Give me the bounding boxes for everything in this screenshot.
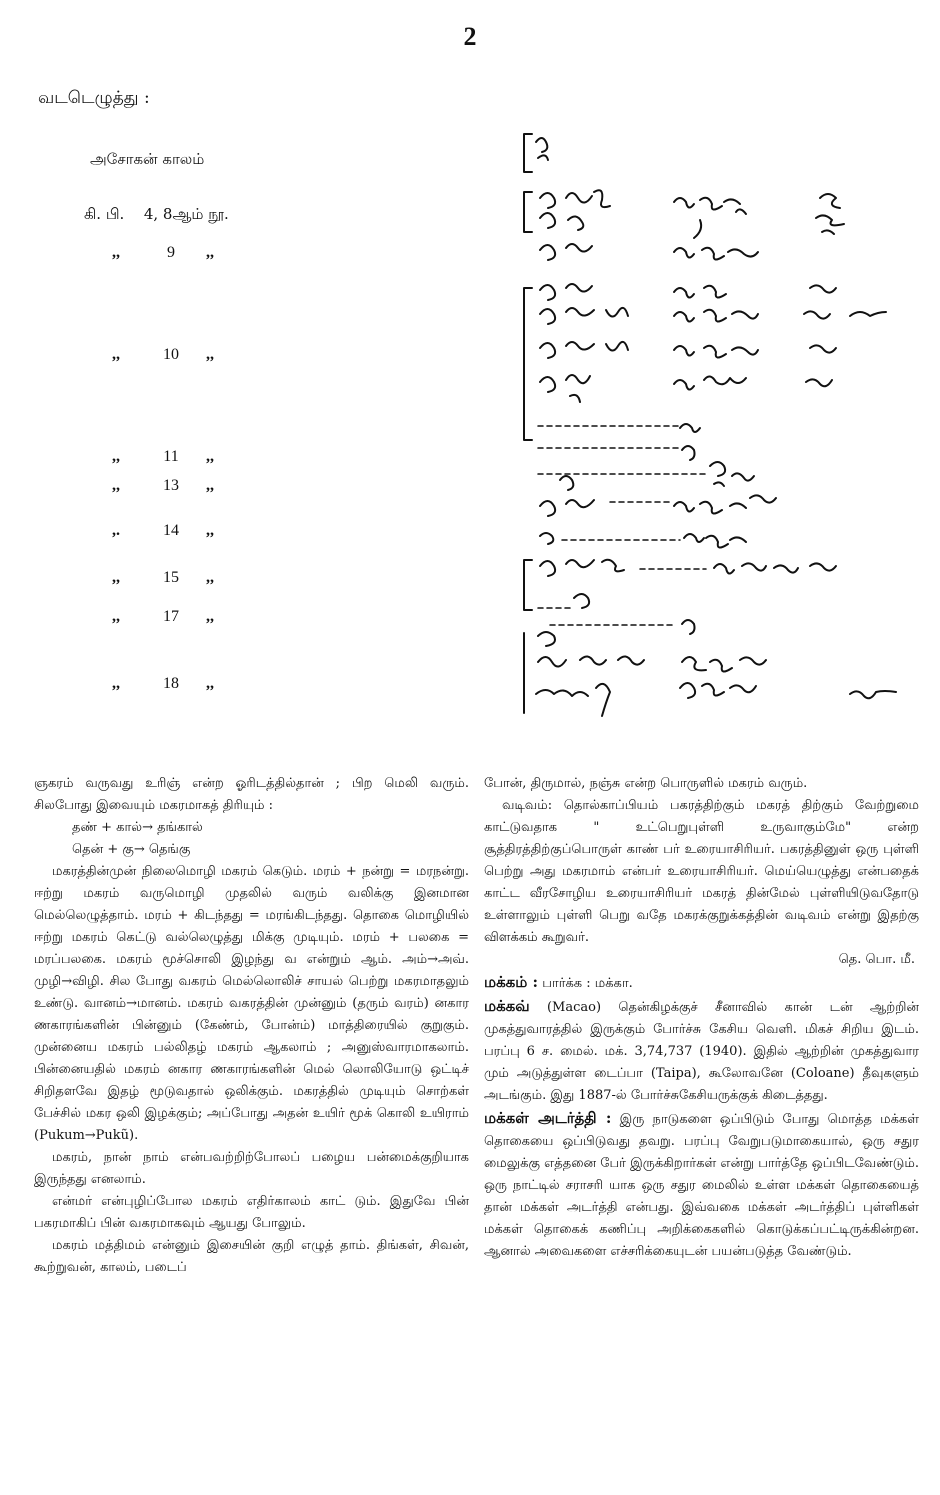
ditto-mark: ,.	[112, 522, 120, 539]
body-paragraph: வடிவம்: தொல்காப்பியம் பகரத்திற்கும் மகரத் திற்கும் வேற்றுமை காட்டுவதாக " உட்பெறுபுள்ளி உருவாகும்மே" என்ற சூத்திரத்திற்குப்பொருள் காண் பர் உரையாசிரியர். பகரத்தினுள் ஒரு புள்ளி பெற்று அது மகரமாம் என்பர் உரையாசிரியர். மெய்யெழுத்து என்பதைக் காட்ட வீரசோழிய உரையாசிரியர் மகரத் தின்மேல் புள்ளியிடுவதோடு உள்ளாலும் புள்ளி பெறு வதே மகரக்குறுக்கத்தின் வடிவம் என்று இதற்கு விளக்கம் கூறுவர்.	[484, 798, 919, 945]
ditto-mark: ,,	[206, 675, 214, 692]
ditto-mark: ,,	[206, 346, 214, 363]
period-row	[112, 448, 226, 466]
author-initials: தெ. பொ. மீ.	[838, 952, 915, 967]
ditto-mark: ,,	[206, 608, 214, 625]
glyph-strokes	[536, 138, 896, 716]
example-line: தண் + கால்→ தங்கால்	[72, 820, 203, 835]
entry-population-density	[484, 1107, 919, 1263]
period-row	[112, 477, 226, 495]
ditto-mark: ,,	[112, 448, 120, 465]
body-paragraph: மகரம், நான் நாம் என்பவற்றிற்போலப் பழைய பன்மைக்குறியாக இருந்தது எனலாம்.	[34, 1150, 469, 1187]
left-column	[34, 773, 469, 1279]
ditto-mark: ,,	[206, 477, 214, 494]
body-paragraph: மகரம் மத்திமம் என்னும் இசையின் குறி எழுத் தாம். திங்கள், சிவன், கூற்றுவன், காலம், படைப்	[34, 1238, 469, 1275]
ditto-mark: ,,	[112, 675, 120, 692]
period-prefix: கி. பி.	[84, 205, 125, 223]
entry-macao	[484, 995, 919, 1107]
period-row	[112, 346, 226, 364]
ditto-mark: ,,	[206, 448, 214, 465]
dashed-lines	[538, 426, 706, 625]
ditto-mark: ,,	[112, 477, 120, 494]
period-number: 15	[163, 569, 179, 586]
body-paragraph: ஞகரம் வருவது உரிஞ் என்ற ஓரிடத்தில்தான் ; பிற மெலி வரும். சிலபோது இவையும் மகரமாகத் திரியும் :	[34, 776, 469, 813]
period-number: 18	[163, 675, 179, 692]
period-row	[112, 244, 226, 262]
body-paragraph: போன், திருமால், நஞ்சு என்ற பொருளில் மகரம் வரும்.	[484, 776, 808, 791]
period-number: 11	[163, 448, 179, 465]
period-number: 17	[163, 608, 179, 625]
period-row	[112, 522, 226, 540]
ditto-mark: ,,	[112, 244, 120, 261]
period-row	[84, 205, 229, 225]
entry-heading: மக்கம் :	[484, 973, 539, 991]
ditto-mark: ,,	[206, 522, 214, 539]
script-specimen-figure	[510, 128, 910, 728]
period-number: 9	[167, 244, 175, 261]
period-number: 13	[163, 477, 179, 494]
period-row	[112, 569, 226, 587]
ditto-mark: ,,	[112, 346, 120, 363]
right-column	[484, 773, 919, 1263]
page-number: 2	[463, 22, 477, 51]
body-paragraph: என்மர் என்புழிப்போல மகரம் எதிர்காலம் காட் டும். இதுவே பின் பகரமாகிப் பின் வகரமாகவும் ஆயது போலும்.	[34, 1194, 469, 1231]
entry-body: பார்க்க : மக்கா.	[542, 976, 633, 991]
ditto-mark: ,,	[112, 569, 120, 586]
ditto-mark: ,,	[206, 569, 214, 586]
entry-heading: மக்கள் அடர்த்தி :	[484, 1109, 612, 1127]
entry-body: இரு நாடுகளை ஒப்பிடும் போது மொத்த மக்கள் தொகையை ஒப்பிடுவது தவறு. பரப்பு வேறுபடுமாகையால், ஒரு சதுர மைலுக்கு எத்தனை பேர் இருக்கிறார்கள் என்று பார்த்தே ஒப்பிடவேண்டும். ஒரு நாட்டில் சராசரி யாக ஒரு சதுர மைலில் உள்ள மக்கள் தொகையைத் தான் மக்கள் அடர்த்தி என்பது. இவ்வகை மக்கள் அடர்த்திப் புள்ளிகள் மக்கள் தொகைக் கணிப்பு அறிக்கைகளில் கொடுக்கப்பட்டிருக்கின்றன. ஆனால் அவைகளை எச்சரிக்கையுடன் பயன்படுத்த வேண்டும்.	[484, 1112, 919, 1259]
entry-body: (Macao) தென்கிழக்குச் சீனாவில் கான் டன் ஆற்றின் முகத்துவாரத்தில் இருக்கும் போர்ச்சு கேசிய வெளி. மிகச் சிறிய இடம். பரப்பு 6 ச. மைல். மக். 3,74,737 (1940). இதில் ஆற்றின் முகத்துவார மும் அடுத்துள்ள டைப்பா (Taipa), கூலோவனே (Coloane) தீவுகளும் அடங்கும். இது 1887-ல் போர்ச்சுகேசியருக்குக் கிடைத்தது.	[484, 1000, 919, 1103]
entry-heading: மக்கவ்	[484, 997, 530, 1015]
period-number: 10	[163, 346, 179, 363]
period-number: 4, 8ஆம் நூ.	[143, 205, 229, 223]
ditto-mark: ,,	[206, 244, 214, 261]
period-number: 14	[163, 522, 179, 539]
bracket-marks	[524, 134, 532, 713]
period-row	[112, 675, 226, 693]
body-paragraph: மகரத்தின்முன் நிலைமொழி மகரம் கெடும். மரம் + நன்று = மரநன்று. ஈற்று மகரம் வருமொழி முதலில் வரும் வலிக்கு இனமான மெல்லெழுத்தாம். மரம் + கிடந்தது = மரங்கிடந்தது. தொகை மொழியில் ஈற்று மகரம் கெட்டு வல்லெழுத்து மிக்கு முடியும். மரம் + பலகை = மரப்பலகை. மகரம் மூச்சொலி இழந்து வ என்றும் ஆம். அம்→அவ். முழி→விழி. சில போது வகரம் மெல்லொலிச் சாயல் பெற்று மகரமாதலும் உண்டு. வானம்→மானம். மகரம் வகரத்தின் முன்னும் (தரும் வரம்) னகார ணகாரங்களின் பின்னும் (கேண்ம், போன்ம்) மாத்திரையில் குறுகும். முன்னைய மகரம் பல்லிதழ் மகரம் ஆகலாம் ; அனுஸ்வாரமாகலாம். பின்னையதில் மகரம் னகார ணகாரங்களின் மெல் லொலியோடு ஒட்டிச் சிறிதளவே இதழ் மூடுவதால் ஒலிக்கும். மகரத்தில் முடியும் சொற்கள் பேச்சில் மகர ஒலி இழக்கும்; அப்போது அதன் உயிர் மூக் கொலி உயிராம் (Pukum→Pukũ).	[34, 864, 469, 1143]
entry-makkam	[484, 971, 919, 995]
ditto-mark: ,,	[112, 608, 120, 625]
period-row	[112, 608, 226, 626]
section-heading: வடடெழுத்து :	[38, 88, 150, 108]
era-title: அசோகன் காலம்	[90, 150, 205, 168]
example-line: தென் + கு→ தெங்கு	[72, 842, 191, 857]
